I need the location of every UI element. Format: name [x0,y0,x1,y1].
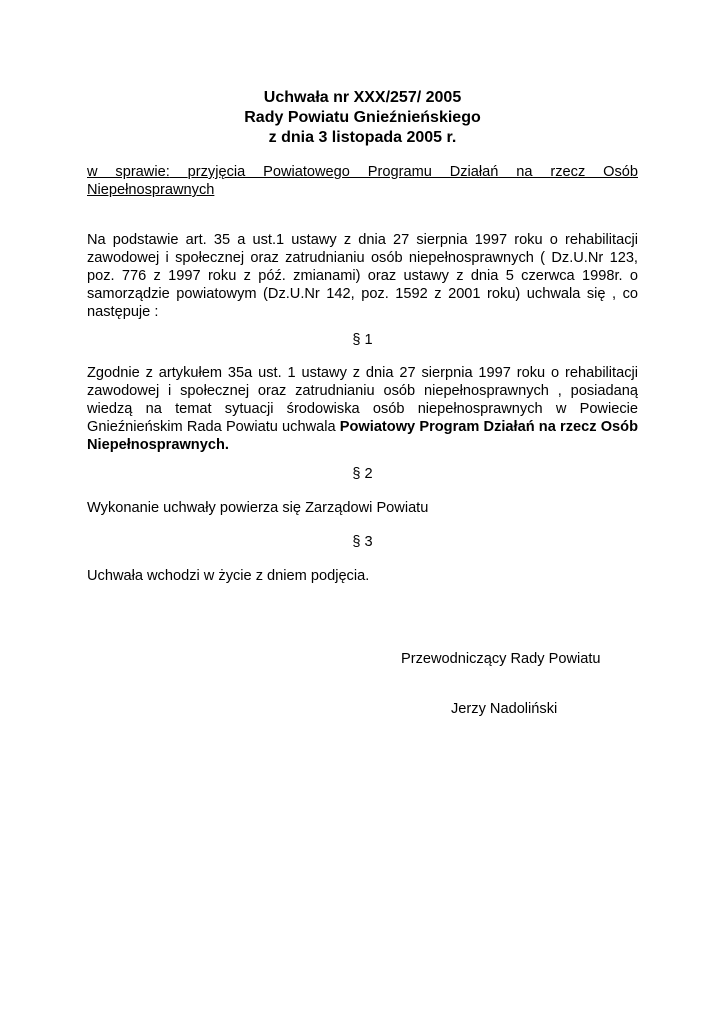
section-1-text: Zgodnie z artykułem 35a ust. 1 ustawy z dnia 27 sierpnia 1997 roku o rehabilitacji zawodowej i społecznej oraz zatrudnianiu osób niepełnosprawnych , posiadaną wiedzą na temat sytuacji środowiska osób niepełnosprawnych w Powiecie Gnieźnieńskim Rada Powiatu uchwala [87,365,638,435]
signature-title: Przewodniczący Rady Powiatu [401,651,601,667]
section-3-mark: § 3 [352,534,373,550]
subject-line-2: Niepełnosprawnych [87,182,215,198]
subject-label: w sprawie: [87,164,170,180]
resolution-number: Uchwała nr XXX/257/ 2005 [263,89,462,106]
section-1-paragraph [87,364,638,454]
program-name: Powiatowy Program Działań na rzecz Osób Niepełnosprawnych. [87,419,638,453]
signature-name: Jerzy Nadoliński [451,701,558,717]
resolution-header [0,88,725,148]
section-1-mark: § 1 [352,332,373,348]
preamble-paragraph: Na podstawie art. 35 a ust.1 ustawy z dnia 27 sierpnia 1997 roku o rehabilitacji zawodowej i społecznej oraz zatrudnianiu osób niepełnosprawnych ( Dz.U.Nr 123, poz. 776 z 1997 roku z póź. zmianami) oraz ustawy z dnia 5 czerwca 1998r. o samorządzie powiatowym (Dz.U.Nr 142, poz. 1592 z 2001 roku) uchwala się , co następuje : [87,232,638,320]
section-2-mark: § 2 [352,466,373,482]
council-name: Rady Powiatu Gnieźnieńskiego [244,109,481,126]
subject-line-1 [87,163,638,181]
section-2-paragraph: Wykonanie uchwały powierza się Zarządowi Powiatu [87,500,429,516]
section-3-paragraph: Uchwała wchodzi w życie z dniem podjęcia. [87,568,370,584]
subject-text: przyjęcia Powiatowego Programu Działań na rzecz Osób [187,164,638,180]
subject-block [87,163,638,199]
resolution-date: z dnia 3 listopada 2005 r. [268,129,457,146]
